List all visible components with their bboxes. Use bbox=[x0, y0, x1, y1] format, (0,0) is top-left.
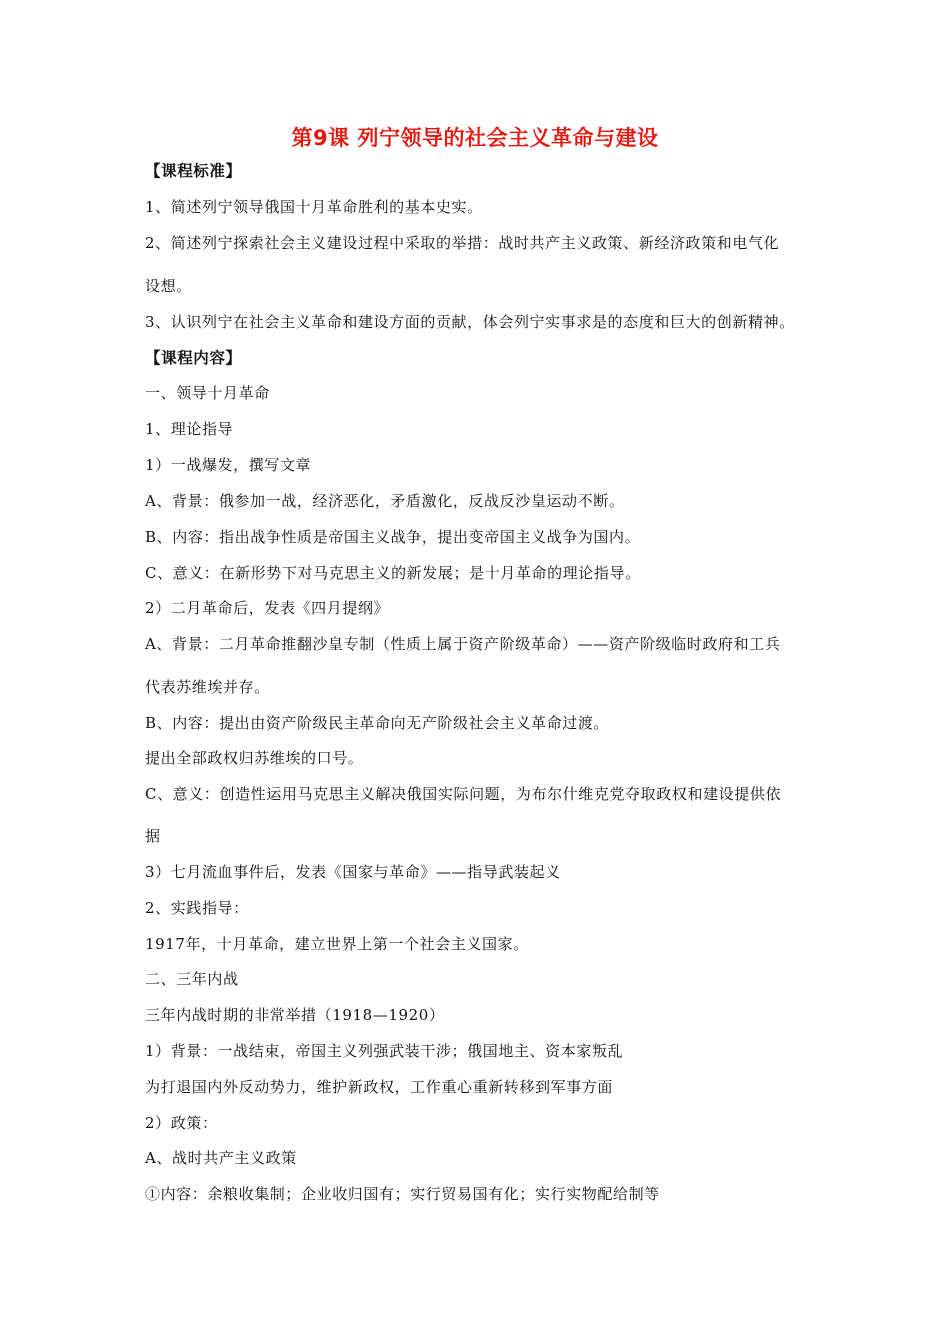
text-line: C、意义：在新形势下对马克思主义的新发展；是十月革命的理论指导。 bbox=[145, 564, 641, 582]
text-line: 1、理论指导 bbox=[145, 420, 234, 438]
text-line: 1917年，十月革命，建立世界上第一个社会主义国家。 bbox=[145, 935, 529, 953]
document-title: 第9课 列宁领导的社会主义革命与建设 bbox=[291, 126, 659, 150]
text-line: 设想。 bbox=[145, 277, 192, 295]
text-line: 2）政策： bbox=[145, 1114, 218, 1132]
text-line: 提出全部政权归苏维埃的口号。 bbox=[145, 749, 364, 767]
text-line: B、内容：指出战争性质是帝国主义战争，提出变帝国主义战争为国内。 bbox=[145, 528, 641, 546]
text-line: 3、认识列宁在社会主义革命和建设方面的贡献，体会列宁实事求是的态度和巨大的创新精神。 bbox=[145, 313, 795, 331]
text-line: 二、三年内战 bbox=[145, 970, 239, 988]
text-line: 三年内战时期的非常举措（1918—1920） bbox=[145, 1006, 445, 1024]
text-line: 一、领导十月革命 bbox=[145, 384, 270, 402]
section-heading-standard: 【课程标准】 bbox=[145, 162, 242, 180]
text-line: 2、实践指导： bbox=[145, 899, 249, 917]
text-line: A、背景：二月革命推翻沙皇专制（性质上属于资产阶级革命）——资产阶级临时政府和工兵 bbox=[145, 635, 781, 653]
text-line: A、战时共产主义政策 bbox=[145, 1149, 297, 1167]
text-line: 1）背景：一战结束，帝国主义列强武装干涉；俄国地主、资本家叛乱 bbox=[145, 1042, 624, 1060]
text-line: ①内容：余粮收集制；企业收归国有；实行贸易国有化；实行实物配给制等 bbox=[145, 1185, 660, 1203]
text-line: 2）二月革命后，发表《四月提纲》 bbox=[145, 599, 390, 617]
text-line: A、背景：俄参加一战，经济恶化，矛盾激化，反战反沙皇运动不断。 bbox=[145, 492, 625, 510]
section-heading-content: 【课程内容】 bbox=[145, 349, 242, 367]
text-line: C、意义：创造性运用马克思主义解决俄国实际问题，为布尔什维克党夺取政权和建设提供依 bbox=[145, 785, 782, 803]
text-line: 为打退国内外反动势力，维护新政权，工作重心重新转移到军事方面 bbox=[145, 1078, 614, 1096]
text-line: 2、简述列宁探索社会主义建设过程中采取的举措：战时共产主义政策、新经济政策和电气化 bbox=[145, 234, 780, 252]
text-line: 代表苏维埃并存。 bbox=[145, 678, 270, 696]
text-line: 3）七月流血事件后，发表《国家与革命》——指导武装起义 bbox=[145, 863, 561, 881]
text-line: 1、简述列宁领导俄国十月革命胜利的基本史实。 bbox=[145, 198, 483, 216]
text-line: B、内容：提出由资产阶级民主革命向无产阶级社会主义革命过渡。 bbox=[145, 714, 610, 732]
text-line: 据 bbox=[145, 827, 161, 845]
text-line: 1）一战爆发，撰写文章 bbox=[145, 456, 312, 474]
